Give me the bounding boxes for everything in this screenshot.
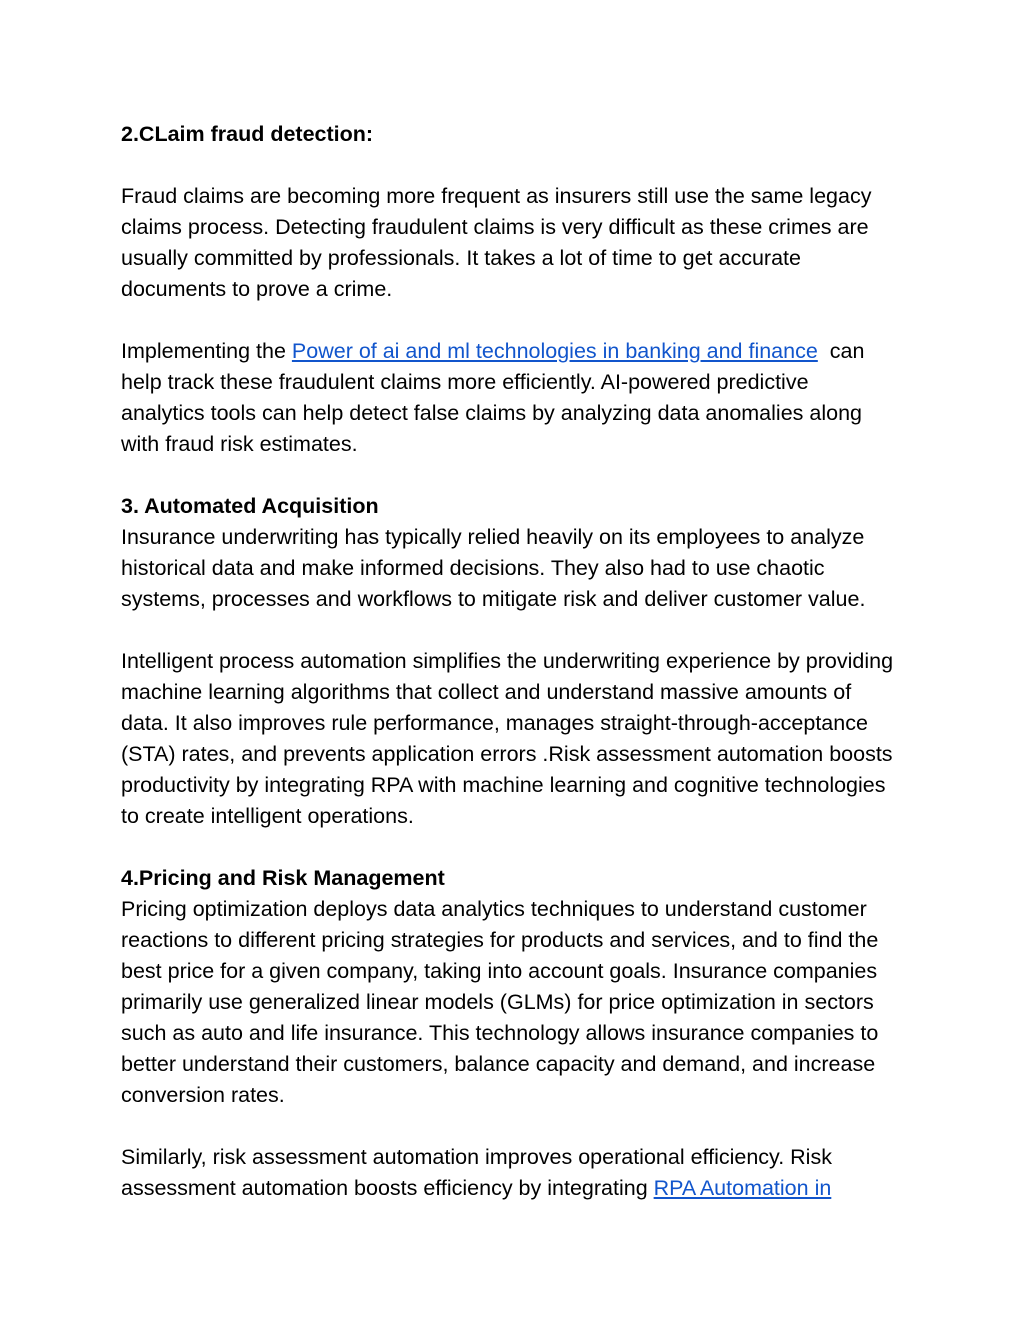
paragraph-line: help track these fraudulent claims more efficiently. AI-powered predictive [121, 370, 809, 394]
paragraph-line-with-link [121, 336, 864, 367]
paragraph-line: Pricing optimization deploys data analytics techniques to understand customer [121, 897, 867, 921]
paragraph-line: conversion rates. [121, 1083, 285, 1107]
paragraph-line: (STA) rates, and prevents application errors .Risk assessment automation boosts [121, 742, 893, 766]
paragraph-line: better understand their customers, balance capacity and demand, and increase [121, 1052, 876, 1076]
paragraph-line: Intelligent process automation simplifies the underwriting experience by providing [121, 649, 894, 673]
paragraph-line-with-link [121, 1173, 831, 1204]
paragraph-line: best price for a given company, taking into account goals. Insurance companies [121, 959, 878, 983]
rpa-automation-link[interactable]: RPA Automation in [653, 1176, 832, 1200]
paragraph-line: reactions to different pricing strategies for products and services, and to find the [121, 928, 879, 952]
paragraph-line: systems, processes and workflows to mitigate risk and deliver customer value. [121, 587, 866, 611]
ai-ml-banking-finance-link[interactable]: Power of ai and ml technologies in banking and finance [291, 339, 818, 363]
paragraph-line: data. It also improves rule performance, manages straight-through-acceptance [121, 711, 868, 735]
paragraph-line: productivity by integrating RPA with machine learning and cognitive technologies [121, 773, 886, 797]
paragraph-line: analytics tools can help detect false claims by analyzing data anomalies along [121, 401, 862, 425]
section-heading-automated-acquisition: 3. Automated Acquisition [121, 494, 379, 518]
paragraph-line: Similarly, risk assessment automation improves operational efficiency. Risk [121, 1145, 832, 1169]
link-trail-text: can [817, 339, 865, 363]
paragraph-line: primarily use generalized linear models (GLMs) for price optimization in sectors [121, 990, 874, 1014]
paragraph-line: to create intelligent operations. [121, 804, 414, 828]
paragraph-line: Insurance underwriting has typically relied heavily on its employees to analyze [121, 525, 865, 549]
paragraph-line: with fraud risk estimates. [121, 432, 358, 456]
paragraph-line: documents to prove a crime. [121, 277, 393, 301]
paragraph-line: machine learning algorithms that collect and understand massive amounts of [121, 680, 852, 704]
paragraph-line: Fraud claims are becoming more frequent as insurers still use the same legacy [121, 184, 872, 208]
paragraph-line: claims process. Detecting fraudulent claims is very difficult as these crimes are [121, 215, 869, 239]
paragraph-line: historical data and make informed decisions. They also had to use chaotic [121, 556, 825, 580]
paragraph-line: such as auto and life insurance. This technology allows insurance companies to [121, 1021, 879, 1045]
link-lead-text: Implementing the [121, 339, 292, 363]
link-lead-text: assessment automation boosts efficiency by integrating [121, 1176, 654, 1200]
section-heading-claim-fraud: 2.CLaim fraud detection: [121, 122, 374, 146]
paragraph-line: usually committed by professionals. It takes a lot of time to get accurate [121, 246, 801, 270]
section-heading-pricing-risk: 4.Pricing and Risk Management [121, 866, 445, 890]
